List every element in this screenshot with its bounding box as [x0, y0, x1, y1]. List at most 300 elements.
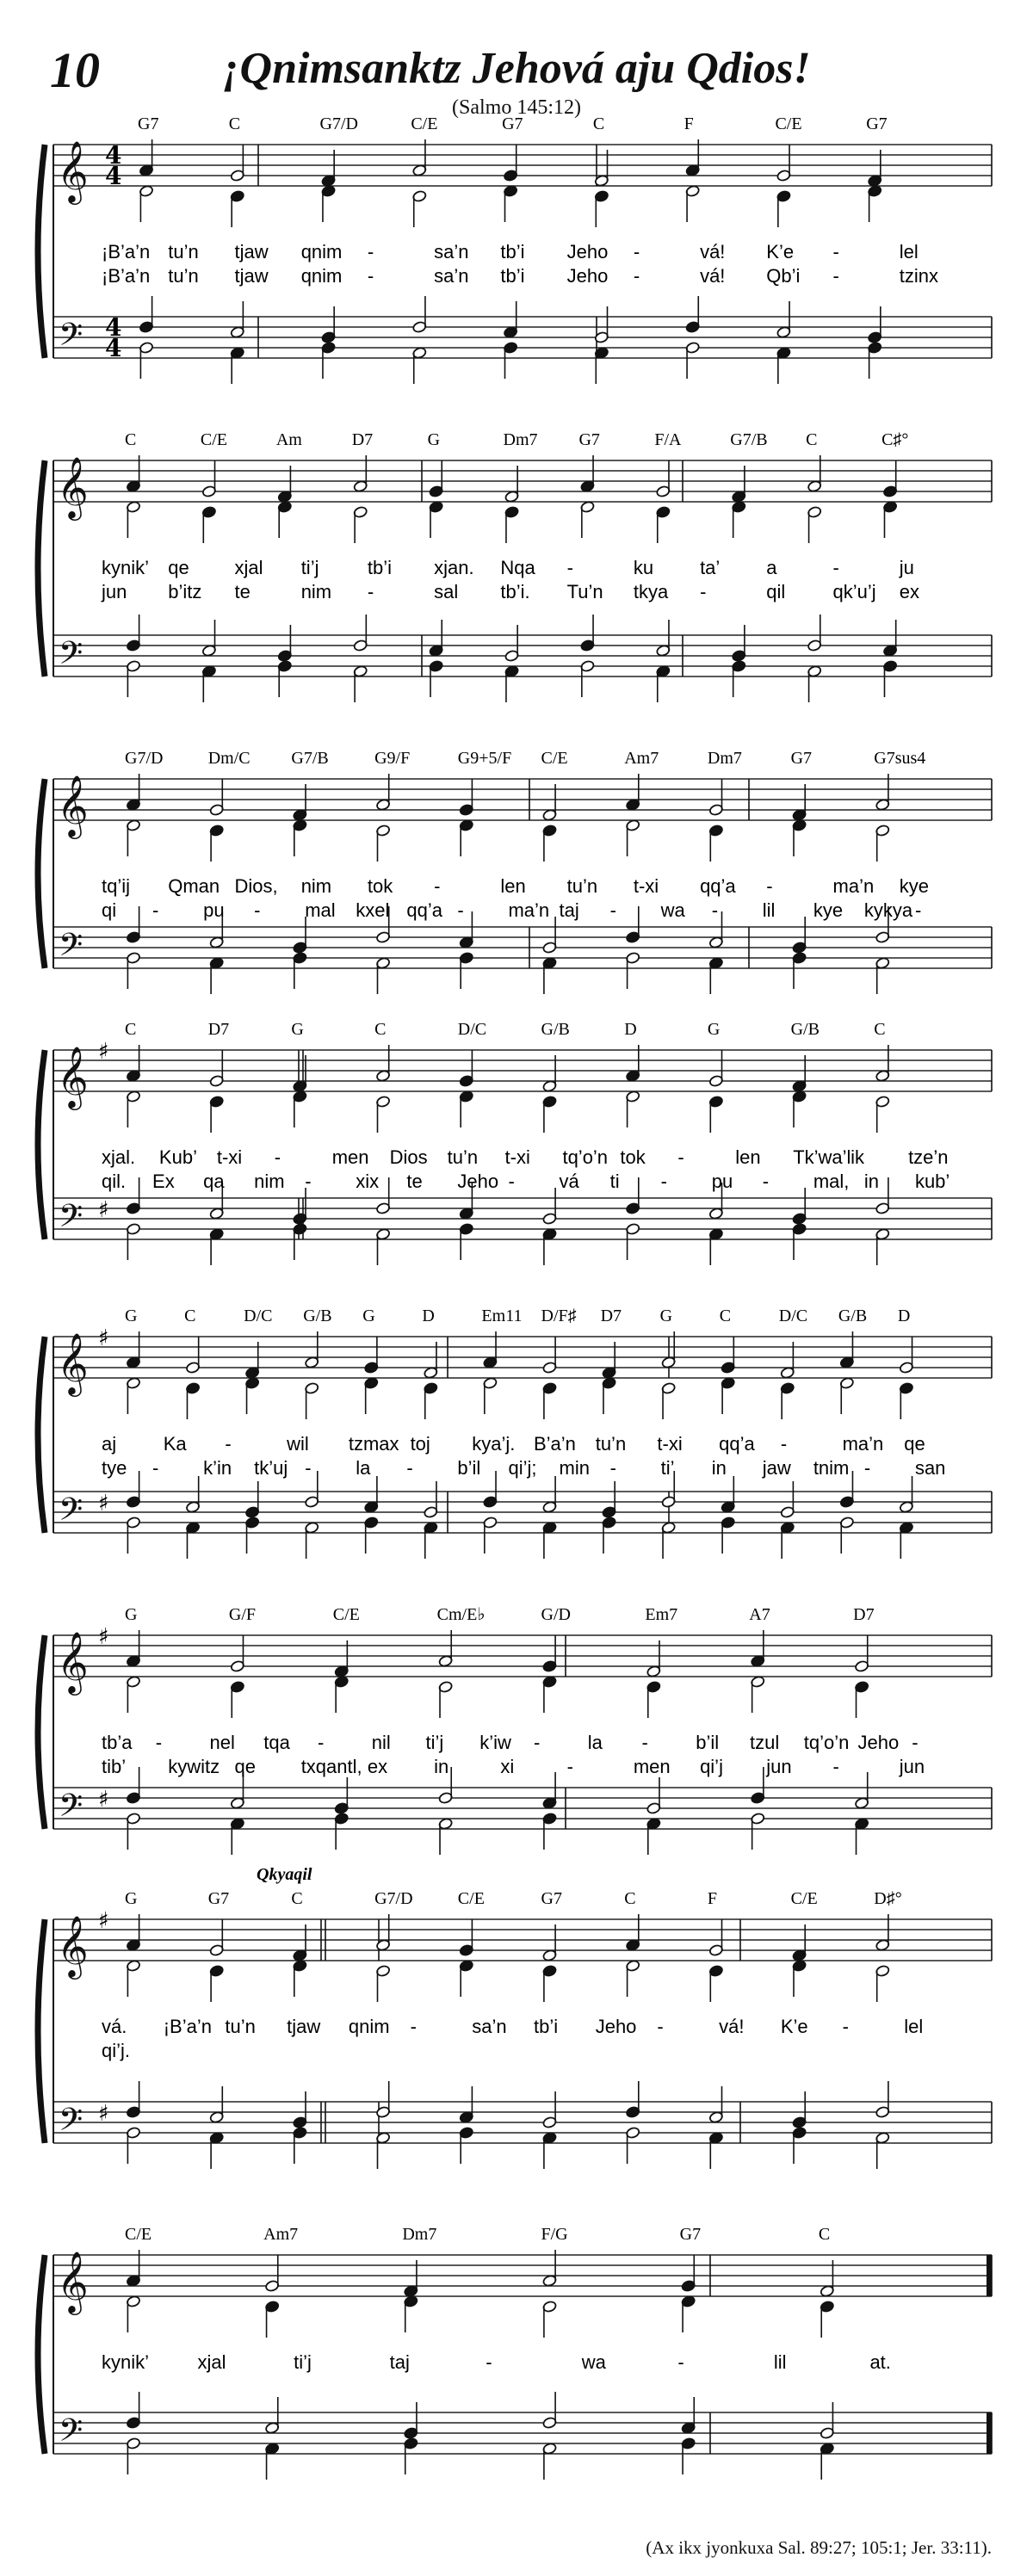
alto-note [661, 1382, 676, 1419]
bass-note [126, 1223, 140, 1260]
lyric-verse-2: taj [559, 899, 579, 921]
treble-note [209, 1050, 224, 1087]
chord-symbol: C/E [775, 114, 802, 133]
alto-note [126, 1090, 140, 1127]
alto-note [201, 506, 216, 543]
chord-symbol: C [291, 1889, 303, 1908]
alto-note [126, 819, 140, 856]
lyric-verse-1: kya’j. [472, 1433, 516, 1455]
lyric-verse-1: - [486, 2351, 492, 2373]
treble-clef-icon: 𝄞 [57, 455, 89, 518]
lyric-verse-1: tb’i [534, 2016, 559, 2037]
alto-note [681, 2295, 696, 2332]
lyric-verse-1: Dios [389, 1146, 428, 1168]
alto-note [868, 185, 882, 222]
lyric-verse-1: - [912, 1732, 919, 1753]
chord-symbol: G [291, 1020, 304, 1039]
bass-note [626, 2127, 640, 2164]
alto-note [353, 506, 368, 543]
lyric-verse-2: men [633, 1756, 671, 1777]
tenor-note [412, 296, 427, 333]
lyric-verse-2: tu’n [168, 265, 199, 287]
bass-note [334, 1813, 349, 1850]
lyric-verse-1: Kub’ [158, 1146, 197, 1168]
lyric-verse-1: xjal. [102, 1146, 136, 1168]
bass-note [792, 2127, 807, 2164]
bass-note [542, 957, 557, 994]
alto-note [875, 1965, 890, 2002]
alto-note [602, 1377, 616, 1414]
tenor-note [656, 620, 671, 657]
bass-note [580, 660, 595, 697]
lyric-verse-2: in [434, 1756, 449, 1777]
alto-note [265, 2301, 280, 2338]
lyric-verse-2: min [559, 1457, 590, 1479]
bass-note [126, 2437, 140, 2474]
bass-note [708, 957, 723, 994]
lyric-verse-1: tu’n [168, 241, 199, 263]
tenor-note [899, 1476, 913, 1513]
chord-symbol: C/E [200, 430, 228, 449]
bass-note [265, 2443, 280, 2480]
chord-symbol: G7/D [125, 749, 164, 768]
bass-note [459, 1223, 473, 1260]
alto-note [376, 825, 391, 862]
lyric-verse-2: qi’j. [102, 2040, 131, 2061]
tenor-note [364, 1476, 379, 1513]
lyric-verse-1: t-xi [504, 1146, 530, 1168]
lyric-verse-1: tb’i [367, 557, 393, 578]
alto-note [626, 1090, 640, 1127]
treble-clef-icon: 𝄞 [57, 1331, 89, 1394]
bass-note [429, 660, 443, 697]
alto-note [293, 1960, 307, 1997]
bass-note [126, 660, 140, 697]
treble-staff [53, 1050, 992, 1091]
bass-clef-icon: 𝄢 [59, 635, 84, 679]
lyric-verse-1: qnim [348, 2016, 390, 2037]
tenor-note [186, 1476, 201, 1513]
tenor-note [685, 296, 700, 333]
alto-note [277, 501, 292, 538]
lyric-verse-2: xi [500, 1756, 515, 1777]
tenor-note [626, 1177, 640, 1214]
lyric-verse-2: - [633, 265, 640, 287]
lyric-verse-2: mal, [813, 1171, 850, 1192]
tenor-note [868, 306, 882, 343]
system-brace [38, 460, 45, 676]
bass-clef-icon: 𝄢 [59, 2412, 84, 2456]
chord-symbol: C/E [411, 114, 438, 133]
treble-staff [53, 1635, 992, 1677]
lyric-verse-2: - [566, 1756, 573, 1777]
tenor-note [126, 1767, 140, 1804]
tenor-note [807, 615, 822, 652]
lyric-verse-2: b’il [457, 1457, 481, 1479]
bass-note [626, 952, 640, 989]
bass-note [126, 1813, 140, 1850]
alto-note [459, 1960, 473, 1997]
bass-note [542, 1522, 557, 1559]
lyric-verse-1: t-xi [633, 875, 659, 897]
chord-symbol: D [624, 1020, 637, 1039]
lyric-verse-2: tye [102, 1457, 127, 1479]
chord-symbol: G [707, 1020, 721, 1039]
lyric-verse-1: - [641, 1732, 648, 1753]
lyric-verse-1: men [331, 1146, 369, 1168]
chord-symbol: C♯° [881, 430, 909, 449]
lyric-verse-1: tqa [263, 1732, 290, 1753]
lyric-verse-2: nim [254, 1171, 285, 1192]
chord-symbol: G7 [679, 2225, 702, 2244]
lyric-verse-2: - [508, 1171, 515, 1192]
treble-staff [53, 460, 992, 502]
bass-clef-icon: 𝄢 [59, 1198, 84, 1242]
lyric-verse-1: kynik’ [102, 2351, 150, 2373]
alto-note [542, 825, 557, 862]
bass-note [230, 1818, 244, 1855]
lyric-verse-1: - [367, 241, 374, 263]
lyric-verse-2: - [254, 899, 261, 921]
bass-staff [53, 635, 992, 676]
tenor-note [820, 2402, 834, 2439]
lyric-verse-2: kye [813, 899, 844, 921]
bass-note [404, 2437, 418, 2474]
lyric-verse-1: t-xi [216, 1146, 243, 1168]
alto-note [776, 190, 791, 227]
key-sharp-icon: ♯ [98, 1039, 109, 1065]
tenor-note [580, 615, 595, 652]
lyric-verse-2: ex [367, 1756, 388, 1777]
alto-note [542, 1096, 557, 1133]
alto-note [807, 506, 822, 543]
lyric-verse-2: nim [300, 581, 332, 602]
lyric-verse-2: - [711, 899, 719, 921]
alto-note [412, 190, 427, 227]
lyric-verse-2: mal [305, 899, 336, 921]
lyric-verse-1: ¡B’a’n [102, 241, 151, 263]
lyric-verse-2: tnim [813, 1457, 850, 1479]
chord-symbol: F/G [541, 2225, 568, 2244]
bass-staff [53, 2102, 992, 2143]
system-brace [38, 779, 45, 968]
chord-symbol: C [374, 1020, 387, 1039]
tenor-note [126, 2392, 140, 2429]
chord-symbol: D♯° [874, 1889, 902, 1908]
lyric-verse-1: - [155, 1732, 163, 1753]
lyric-verse-2: - [660, 1171, 667, 1192]
bass-clef-icon: 𝄢 [59, 927, 84, 971]
lyric-verse-1: K’e [766, 241, 795, 263]
bass-note [661, 1522, 676, 1559]
lyric-verse-1: ma’n [842, 1433, 884, 1455]
tenor-note [721, 1476, 735, 1513]
chord-symbol: D7 [600, 1307, 622, 1325]
lyric-verse-2: qi’j [700, 1756, 723, 1777]
final-barline [987, 2255, 992, 2296]
lyric-verse-2: ¡B’a’n [102, 265, 151, 287]
chord-symbol: G [659, 1307, 673, 1325]
lyric-verse-2: tb’i [500, 265, 525, 287]
chord-symbol: D7 [207, 1020, 230, 1039]
chord-symbol: C/E [125, 2225, 152, 2244]
lyric-verse-1: tu’n [566, 875, 598, 897]
alto-note [293, 819, 307, 856]
tenor-note [424, 1481, 438, 1518]
treble-clef-icon: 𝄞 [57, 774, 89, 837]
chord-symbol: C/E [541, 749, 568, 768]
lyric-verse-2: ti’ [660, 1457, 675, 1479]
bass-note [899, 1522, 913, 1559]
tenor-note [792, 1188, 807, 1225]
lyric-verse-2: jaw [762, 1457, 791, 1479]
lyric-verse-1: - [318, 1732, 325, 1753]
bass-note [209, 2132, 224, 2169]
lyric-verse-2: qi’j; [508, 1457, 537, 1479]
lyric-verse-2: - [367, 581, 374, 602]
chord-symbol: G7 [790, 749, 813, 768]
bass-note [209, 957, 224, 994]
tenor-note [230, 1772, 244, 1809]
lyric-verse-1: qe [168, 557, 189, 578]
lyric-verse-2: tb’i. [500, 581, 530, 602]
lyric-verse-2: Qb’i [766, 265, 801, 287]
chord-symbol: G7 [541, 1889, 562, 1908]
lyric-verse-1: xjal [234, 557, 263, 578]
bass-clef-icon: 𝄢 [59, 1788, 84, 1832]
lyric-verse-2: tjaw [234, 265, 269, 287]
alto-note [594, 190, 609, 227]
alto-note [751, 1676, 765, 1713]
alto-note [438, 1681, 453, 1718]
tenor-note [209, 2086, 224, 2123]
lyric-verse-1: - [677, 2351, 684, 2373]
chord-symbol: C [228, 114, 241, 133]
lyric-verse-1: ti’j [294, 2351, 312, 2373]
lyric-verse-2: te [234, 581, 251, 602]
lyric-verse-1: - [274, 1146, 281, 1168]
chord-symbol: G [125, 1889, 138, 1908]
time-signature: 4 [105, 141, 122, 170]
alto-note [504, 185, 518, 222]
bass-note [353, 665, 368, 702]
bass-note [602, 1517, 616, 1554]
alto-note [580, 501, 595, 538]
tenor-note [542, 1188, 557, 1225]
tenor-note [792, 2091, 807, 2128]
chord-symbol: G7 [502, 114, 523, 133]
system-brace [38, 1635, 45, 1829]
lyric-verse-1: tok [367, 875, 393, 897]
treble-note [230, 1635, 244, 1672]
treble-note [459, 779, 473, 816]
lyric-verse-2: tib’ [102, 1756, 127, 1777]
treble-note [681, 2255, 696, 2292]
lyric-verse-1: len [500, 875, 526, 897]
tenor-note [542, 2392, 557, 2429]
chord-symbol: G [125, 1605, 138, 1624]
bass-staff [53, 317, 992, 358]
lyric-verse-1: B’a’n [534, 1433, 576, 1455]
bass-note [483, 1517, 498, 1554]
bass-note [792, 952, 807, 989]
tenor-note [542, 1476, 557, 1513]
tenor-note [277, 625, 292, 662]
chord-symbol: G7sus4 [874, 749, 926, 768]
treble-note [429, 460, 443, 497]
bass-note [305, 1522, 319, 1559]
lyric-verse-2: - [457, 899, 464, 921]
lyric-verse-1: nil [371, 1732, 391, 1753]
lyric-verse-2: san [914, 1457, 946, 1479]
chord-symbol: F/A [654, 430, 682, 449]
lyric-verse-2: kykya [863, 899, 913, 921]
chord-symbol: C [719, 1307, 732, 1325]
lyric-verse-2: txqantl, [300, 1756, 362, 1777]
chord-symbol: G [427, 430, 441, 449]
alto-note [126, 1377, 140, 1414]
lyric-verse-1: tze’n [908, 1146, 949, 1168]
tenor-note [602, 1481, 616, 1518]
chord-symbol: F [684, 114, 694, 133]
bass-note [626, 1223, 640, 1260]
bass-note [820, 2443, 834, 2480]
alto-note [376, 1965, 391, 2002]
lyric-verse-1: - [534, 1732, 541, 1753]
lyric-verse-2: xix [356, 1171, 380, 1192]
alto-note [459, 819, 473, 856]
tenor-note [483, 1471, 498, 1508]
lyric-verse-1: tzul [750, 1732, 780, 1753]
alto-note [732, 501, 746, 538]
lyric-verse-1: tzmax [348, 1433, 399, 1455]
tenor-note [293, 1188, 307, 1225]
bass-staff [53, 927, 992, 968]
treble-note [899, 1337, 913, 1374]
chord-symbol: G7/B [291, 749, 329, 768]
lyric-verse-2: la [356, 1457, 371, 1479]
chord-symbol: C/E [457, 1889, 485, 1908]
bass-note [875, 2132, 890, 2169]
alto-note [839, 1377, 854, 1414]
tenor-note [126, 615, 140, 652]
bass-note [459, 2127, 473, 2164]
lyric-verse-2: - [914, 899, 922, 921]
chord-symbol: G9+5/F [457, 749, 512, 768]
lyric-verse-1: ti’j [300, 557, 319, 578]
chord-symbol: C/E [790, 1889, 818, 1908]
lyric-verse-2: kxel [356, 899, 390, 921]
tenor-note [504, 301, 518, 338]
lyric-verse-1: ma’n [832, 875, 875, 897]
lyric-verse-1: qe [904, 1433, 925, 1455]
chord-symbol: C [624, 1889, 636, 1908]
lyric-verse-1: Tk’wa’l [793, 1146, 851, 1168]
lyric-verse-2: pu [203, 899, 225, 921]
bass-note [424, 1522, 438, 1559]
bass-clef-icon: 𝄢 [59, 1492, 84, 1535]
tenor-note [776, 301, 791, 338]
lyric-verse-1: tjaw [287, 2016, 321, 2037]
tenor-note [126, 1471, 140, 1508]
alto-note [459, 1090, 473, 1127]
lyric-verse-1: sa’n [434, 241, 469, 263]
lyric-verse-1: - [633, 241, 640, 263]
lyric-verse-1: - [842, 2016, 849, 2037]
alto-note [542, 1965, 557, 2002]
bass-note [376, 1228, 391, 1265]
lyric-verse-2: wa [660, 899, 685, 921]
chord-symbol: C/E [332, 1605, 360, 1624]
treble-note [708, 779, 723, 816]
lyric-verse-1: tu’n [595, 1433, 627, 1455]
alto-note [855, 1681, 869, 1718]
tenor-note [459, 2086, 473, 2123]
chord-symbol: G7/D [319, 114, 359, 133]
lyric-verse-1: len [735, 1146, 761, 1168]
tenor-note [321, 306, 336, 343]
lyric-verse-1: - [434, 875, 441, 897]
lyric-verse-1: ik [851, 1146, 865, 1168]
tenor-note [751, 1767, 765, 1804]
lyric-verse-2: jun [766, 1756, 792, 1777]
lyric-verse-2: - [700, 581, 707, 602]
lyric-verse-1: tjaw [234, 241, 269, 263]
lyric-verse-1: tb’i [500, 241, 525, 263]
treble-clef-icon: 𝄞 [57, 2250, 89, 2313]
treble-note [209, 1919, 224, 1956]
chord-symbol: D7 [853, 1605, 875, 1624]
lyric-verse-2: tzinx [899, 265, 939, 287]
lyric-verse-2: qnim [300, 265, 343, 287]
lyric-verse-1: vá! [700, 241, 726, 263]
treble-note [201, 460, 216, 497]
tenor-note [626, 2081, 640, 2118]
time-signature: 4 [105, 313, 122, 342]
chord-symbol: Em7 [645, 1605, 678, 1624]
chord-symbol: G/B [790, 1020, 820, 1039]
lyric-verse-1: taj [389, 2351, 410, 2373]
lyric-verse-2: qil. [102, 1171, 127, 1192]
tenor-note [780, 1481, 795, 1518]
tenor-note [245, 1481, 260, 1518]
chord-symbol: Dm7 [707, 749, 742, 768]
bass-note [792, 1223, 807, 1260]
lyric-verse-1: xjal [197, 2351, 226, 2373]
key-sharp-icon: ♯ [98, 2101, 109, 2127]
alto-note [656, 506, 671, 543]
system-brace [38, 1050, 45, 1239]
chord-symbol: D7 [351, 430, 374, 449]
scripture-reference: (Salmo 145:12) [452, 96, 581, 119]
lyric-verse-2: Jeho [457, 1171, 499, 1192]
lyric-verse-1: - [566, 557, 573, 578]
alto-note [404, 2295, 418, 2332]
lyric-verse-1: tok [620, 1146, 646, 1168]
bass-note [875, 957, 890, 994]
alto-note [708, 1096, 723, 1133]
alto-note [230, 190, 244, 227]
alto-note [293, 1090, 307, 1127]
lyric-verse-1: nel [209, 1732, 235, 1753]
lyric-verse-2: qk’u’j [832, 581, 876, 602]
tenor-note [293, 917, 307, 954]
lyric-verse-2: qa [203, 1171, 225, 1192]
lyric-verse-1: t-xi [657, 1433, 683, 1455]
alto-note [626, 1960, 640, 1997]
lyric-verse-1: ju [899, 557, 914, 578]
bass-note [542, 2443, 557, 2480]
